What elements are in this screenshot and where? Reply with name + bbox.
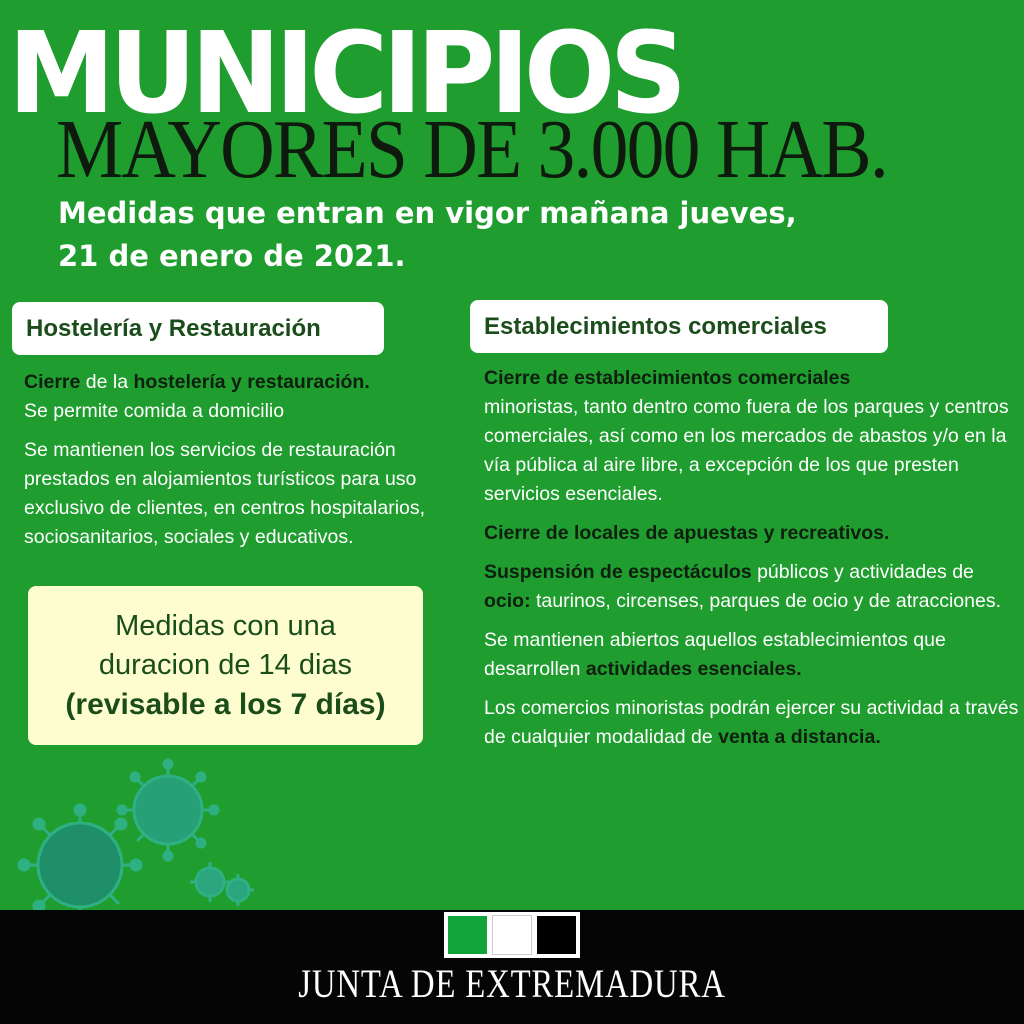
home-delivery-note: Se permite comida a domicilio (24, 400, 285, 422)
duration-notice (28, 586, 423, 745)
page-subtitle: MAYORES DE 3.000 HAB. (56, 103, 888, 196)
effective-date-text (58, 192, 918, 278)
flag-green-stripe (448, 916, 487, 954)
notice-line1: Medidas con una (115, 610, 336, 642)
effective-date-line1: Medidas que entran en vigor mañana jueves, (58, 196, 797, 230)
comercios-measures (484, 364, 1019, 762)
page-title: MUNICIPIOS (8, 9, 682, 139)
section-heading-comercios: Establecimientos comerciales (470, 300, 888, 353)
venta-distancia (484, 694, 1019, 752)
espectaculos-suspension (484, 558, 1019, 616)
virus-medium (118, 760, 218, 860)
hosteleria-closure (24, 368, 454, 426)
hosteleria-exceptions: Se mantienen los servicios de restauración prestados en alojamientos turísticos para uso exclusivo de clientes, en centros hospitalarios, sociosanitarios, sociales y educativos. (24, 439, 426, 548)
organization-name: JUNTA DE EXTREMADURA (298, 961, 726, 1006)
hosteleria-measures (24, 368, 454, 562)
highlight-venta-distancia: venta a distancia. (718, 726, 881, 748)
text-fragment: públicos y actividades de (751, 561, 974, 583)
highlight-suspension: Suspensión de espectáculos (484, 561, 752, 583)
highlight-cierre-comercios: Cierre de establecimientos comerciales (484, 367, 851, 389)
virus-large (19, 805, 141, 910)
text-fragment: taurinos, circenses, parques de ocio y de atracciones. (530, 590, 1002, 612)
text-fragment: Los comercios minoristas podrán ejercer su actividad a través de cualquier modalidad de (484, 697, 1019, 748)
extremadura-flag-icon (444, 912, 580, 958)
notice-line3: (revisable a los 7 días) (65, 688, 386, 721)
coronavirus-illustration-icon (0, 750, 280, 910)
notice-line2: duracion de 14 dias (98, 649, 353, 681)
highlight-hosteleria: hostelería y restauración. (133, 371, 370, 393)
flag-black-stripe (537, 916, 576, 954)
effective-date-line2: 21 de enero de 2021. (58, 239, 406, 273)
section-heading-hosteleria: Hostelería y Restauración (12, 302, 384, 355)
highlight-cierre: Cierre (24, 371, 81, 393)
text-fragment: minoristas, tanto dentro como fuera de los parques y centros comerciales, así como en los mercados de abastos y/o en la vía pública al aire libre, a excepción de los que presten servicios esenciales. (484, 396, 1009, 505)
esenciales-open (484, 626, 1019, 684)
comercios-closure (484, 364, 1019, 509)
highlight-ocio: ocio: (484, 590, 531, 612)
text-fragment: de la (80, 371, 134, 393)
apuestas-closure: Cierre de locales de apuestas y recreativos. (484, 522, 890, 544)
flag-white-stripe (493, 916, 532, 954)
virus-small (190, 862, 254, 906)
text-fragment: Se mantienen abiertos aquellos establecimientos que desarrollen (484, 629, 946, 680)
highlight-esenciales: actividades esenciales. (585, 658, 802, 680)
